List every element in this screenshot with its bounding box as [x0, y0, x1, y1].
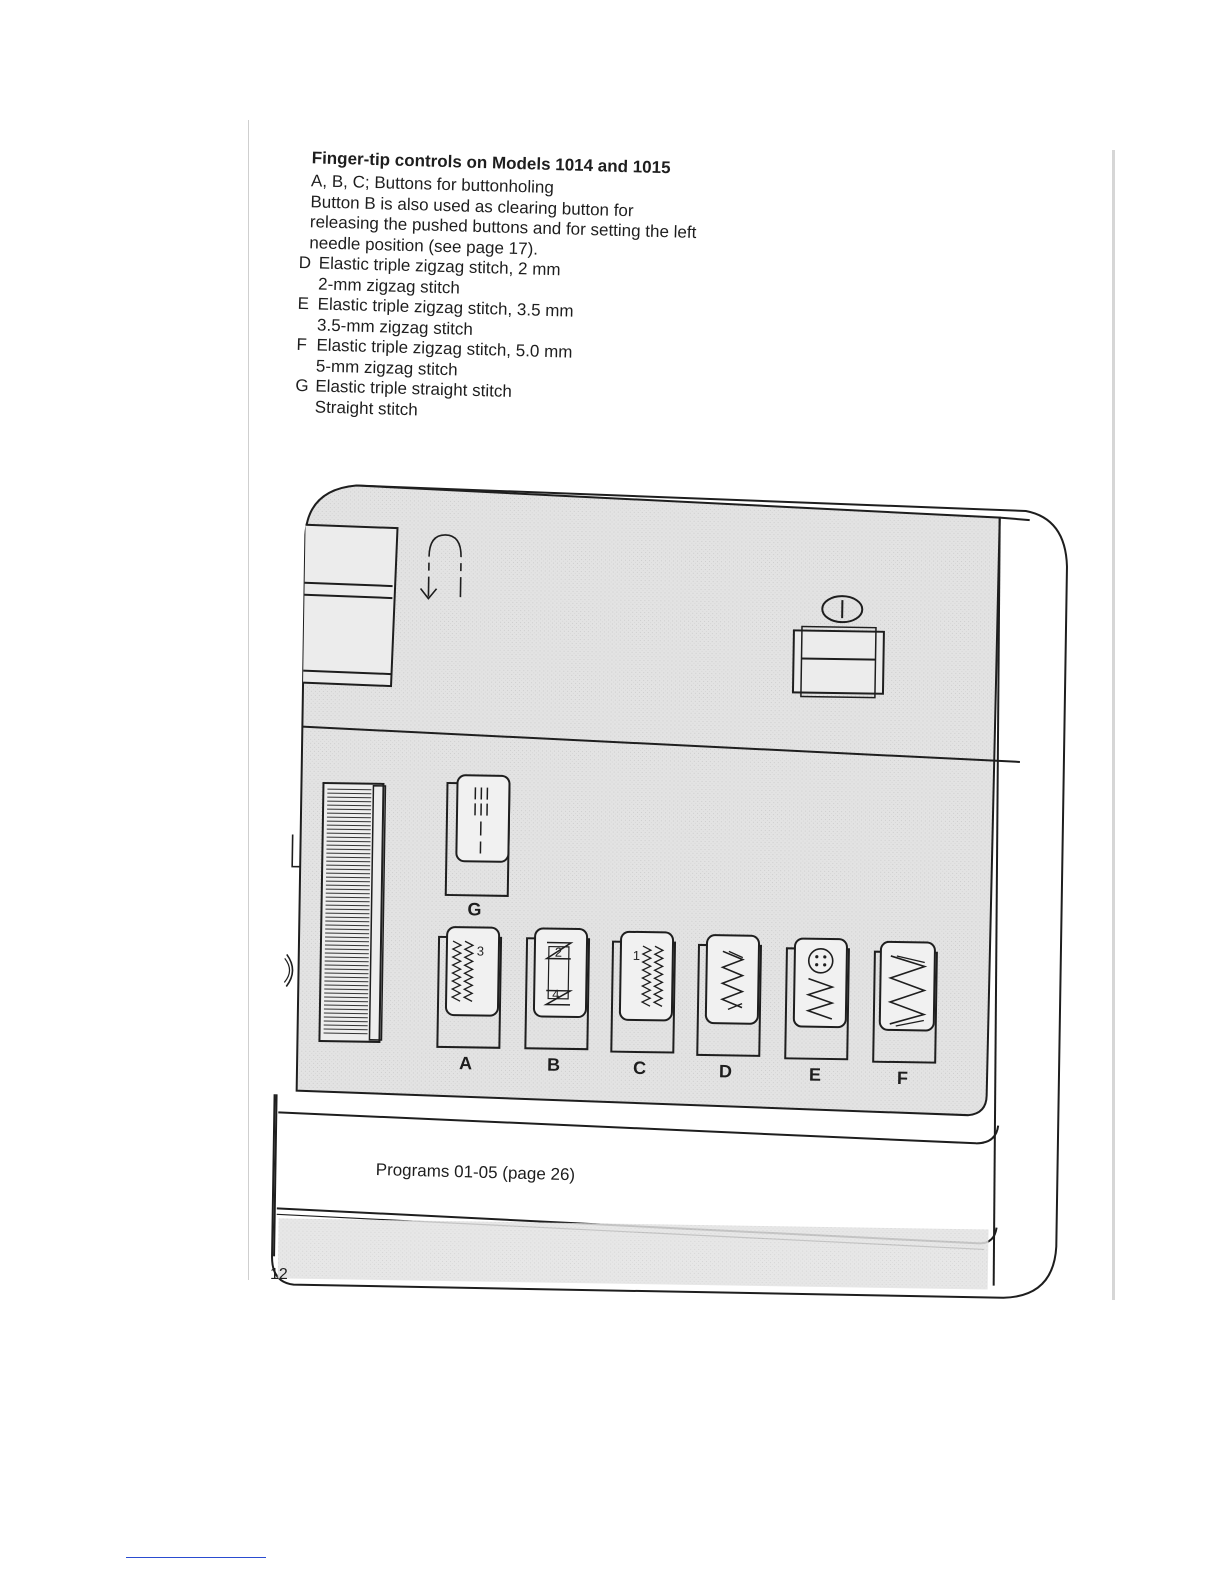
dial-rib	[324, 1021, 368, 1022]
dial-rib	[324, 1009, 368, 1010]
dial-rib	[325, 913, 369, 914]
dial-rib	[325, 945, 369, 946]
dial-rib	[327, 833, 371, 834]
dial-rib	[324, 989, 368, 990]
dial-rib	[326, 905, 370, 906]
dial-rib	[325, 929, 369, 930]
dial-rib	[325, 965, 369, 966]
dial-rib	[326, 865, 370, 866]
button-label-e: E	[808, 1064, 822, 1085]
dial-rib	[326, 901, 370, 902]
dial-rib	[324, 1013, 368, 1014]
dial-rib	[325, 957, 369, 958]
button-label-f: F	[896, 1068, 909, 1089]
dial-rib	[326, 909, 370, 910]
dial-rib	[325, 961, 369, 962]
item-secondary: 5-mm zigzag stitch	[315, 355, 458, 379]
dial-rib	[327, 829, 371, 830]
item-primary: Elastic triple zigzag stitch, 2 mm	[318, 253, 561, 280]
dial-rib	[324, 1017, 368, 1018]
dial-rib	[324, 973, 368, 974]
dial-rib	[324, 1005, 368, 1006]
intro-line-abc: A, B, C; Buttons for buttonholing	[310, 171, 555, 198]
button-label-a: A	[458, 1053, 473, 1074]
dial-rib	[327, 809, 371, 810]
dial-rib	[325, 933, 369, 934]
scan-edge-right	[1112, 150, 1115, 1300]
dial-rib	[326, 885, 370, 886]
dial-rib	[327, 817, 371, 818]
dial-rib	[324, 1033, 368, 1034]
dial-rib	[327, 841, 371, 842]
dial-rib	[325, 921, 369, 922]
button-label-d: D	[718, 1061, 733, 1082]
dial-rib	[324, 1029, 368, 1030]
dial-rib	[327, 789, 371, 790]
dial-rib	[324, 997, 368, 998]
dial-rib	[327, 793, 371, 794]
scan-edge-left	[248, 120, 249, 1280]
dial-rib	[326, 893, 370, 894]
display-window	[303, 525, 398, 686]
dial-rib	[327, 805, 371, 806]
dial-rib	[326, 869, 370, 870]
dial-rib	[326, 889, 370, 890]
dial-rib	[327, 797, 371, 798]
dial-rib	[326, 873, 370, 874]
item-letter: G	[295, 375, 309, 396]
button-number: 2	[554, 944, 563, 960]
button-number: 1	[632, 947, 641, 964]
dial-rib	[326, 857, 370, 858]
programs-note: Programs 01-05 (page 26)	[375, 1160, 576, 1185]
dial-rib	[324, 993, 368, 994]
footer-rule	[126, 1557, 266, 1558]
item-primary: Elastic triple zigzag stitch, 3.5 mm	[317, 294, 574, 321]
dial-rib	[324, 977, 368, 978]
dial-rib	[327, 801, 371, 802]
dial-rib	[325, 925, 369, 926]
item-letter: F	[296, 334, 308, 355]
dial-rib	[327, 845, 371, 846]
item-letter: D	[298, 252, 312, 273]
dial-rib	[326, 877, 370, 878]
dial-rib	[326, 861, 370, 862]
dial-rib	[324, 1001, 368, 1002]
item-secondary: Straight stitch	[314, 396, 419, 419]
dial-rib	[325, 937, 369, 938]
button-number: 4	[552, 986, 560, 1002]
button-label-b: B	[546, 1054, 561, 1075]
dial-rib	[325, 917, 369, 918]
item-primary: Elastic triple straight stitch	[315, 376, 513, 401]
item-secondary: 3.5-mm zigzag stitch	[316, 314, 474, 339]
dial-rib	[325, 941, 369, 942]
button-label-c: C	[632, 1057, 647, 1079]
dial-rib	[327, 821, 371, 822]
dial-rib	[327, 837, 371, 838]
section-heading: Finger-tip controls on Models 1014 and 1015	[311, 148, 671, 178]
dial-rib	[324, 1025, 368, 1026]
item-secondary: 2-mm zigzag stitch	[317, 274, 461, 297]
dial-rib	[324, 981, 368, 982]
intro-line-clearing: Button B is also used as clearing button for releasing the pushed buttons and for setting the left needle position (see page 17).	[309, 191, 697, 259]
dial-rib	[327, 825, 371, 826]
dial-rib	[325, 949, 369, 950]
dial-rib	[326, 897, 370, 898]
item-primary: Elastic triple zigzag stitch, 5.0 mm	[316, 335, 573, 362]
dial-rib	[327, 813, 371, 814]
page-number: 12	[270, 1266, 288, 1283]
dial-rib	[324, 985, 368, 986]
dial-rib	[325, 953, 369, 954]
button-number: 3	[476, 943, 485, 959]
dial-rib	[326, 849, 370, 850]
dial-rib	[325, 969, 369, 970]
item-letter: E	[297, 293, 310, 314]
dial-rib	[326, 853, 370, 854]
button-label-g: G	[467, 899, 482, 920]
dial-rib	[326, 881, 370, 882]
